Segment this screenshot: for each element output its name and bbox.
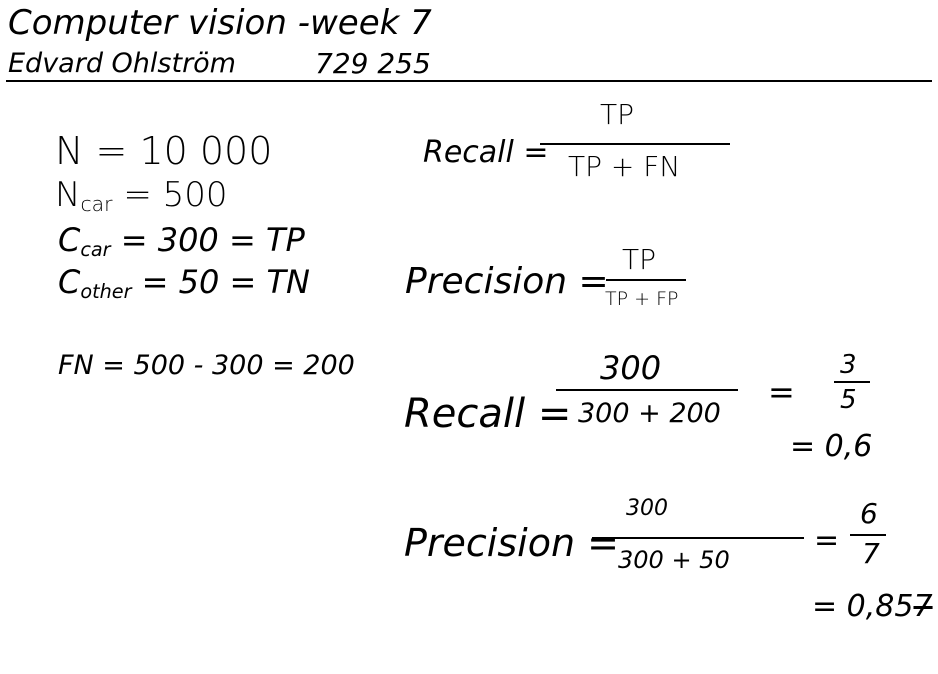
recall-def-denominator: TP + FN	[568, 150, 681, 183]
precision-calc-label: Precision =	[404, 521, 619, 565]
given-c-other	[58, 263, 310, 303]
recall-simplified-numerator: 3	[840, 350, 857, 380]
precision-def-label: Precision =	[405, 261, 609, 302]
recall-result: = 0,6	[790, 429, 873, 464]
recall-calc-equals: =	[768, 373, 795, 411]
precision-result	[812, 589, 933, 624]
recall-calc-denominator: 300 + 200	[578, 398, 721, 429]
recall-calc-label: Recall =	[404, 391, 572, 437]
given-n-car-subscript: car	[80, 192, 113, 217]
precision-calc-equals: =	[814, 523, 840, 558]
given-c-car-label: C	[58, 221, 81, 259]
precision-simplified-numerator: 6	[860, 497, 878, 530]
precision-simplified-fraction-bar	[850, 534, 886, 536]
given-c-other-subscript: other	[80, 279, 132, 303]
given-n	[55, 129, 273, 173]
given-n-car-label: N	[55, 175, 81, 215]
recall-simplified-fraction-bar	[834, 381, 870, 383]
recall-calc-numerator: 300	[600, 349, 662, 387]
given-c-car-subscript: car	[80, 237, 111, 261]
precision-def-numerator: TP	[622, 243, 656, 276]
given-n-car	[55, 175, 228, 217]
false-negatives: FN = 500 - 300 = 200	[58, 350, 355, 381]
given-n-label: N	[55, 129, 84, 173]
precision-result-struck-digit: 7	[913, 589, 933, 624]
recall-calc-fraction-bar	[556, 389, 738, 391]
given-c-other-value: = 50 = TN	[141, 263, 310, 301]
given-c-car-value: = 300 = TP	[120, 221, 305, 259]
recall-def-numerator: TP	[600, 98, 634, 131]
given-n-car-value: = 500	[123, 175, 228, 215]
precision-def-fraction-bar	[606, 279, 686, 281]
recall-def-label: Recall =	[423, 135, 549, 170]
given-c-other-label: C	[58, 263, 81, 301]
student-id: 729 255	[315, 47, 431, 80]
precision-calc-denominator: 300 + 50	[618, 546, 730, 574]
page-title: Computer vision -week 7	[8, 3, 432, 43]
precision-def-denominator: TP + FP	[605, 288, 679, 310]
precision-calc-fraction-bar	[592, 537, 804, 539]
precision-result-value: = 0,85	[812, 589, 914, 624]
precision-simplified-denominator: 7	[862, 537, 880, 570]
recall-def-fraction-bar	[540, 143, 730, 145]
given-c-car	[58, 221, 305, 261]
recall-simplified-denominator: 5	[840, 385, 857, 415]
given-n-value: = 10 000	[95, 129, 273, 173]
header-divider	[6, 80, 932, 82]
author-name: Edvard Ohlström	[8, 48, 236, 79]
precision-calc-numerator: 300	[626, 496, 668, 521]
